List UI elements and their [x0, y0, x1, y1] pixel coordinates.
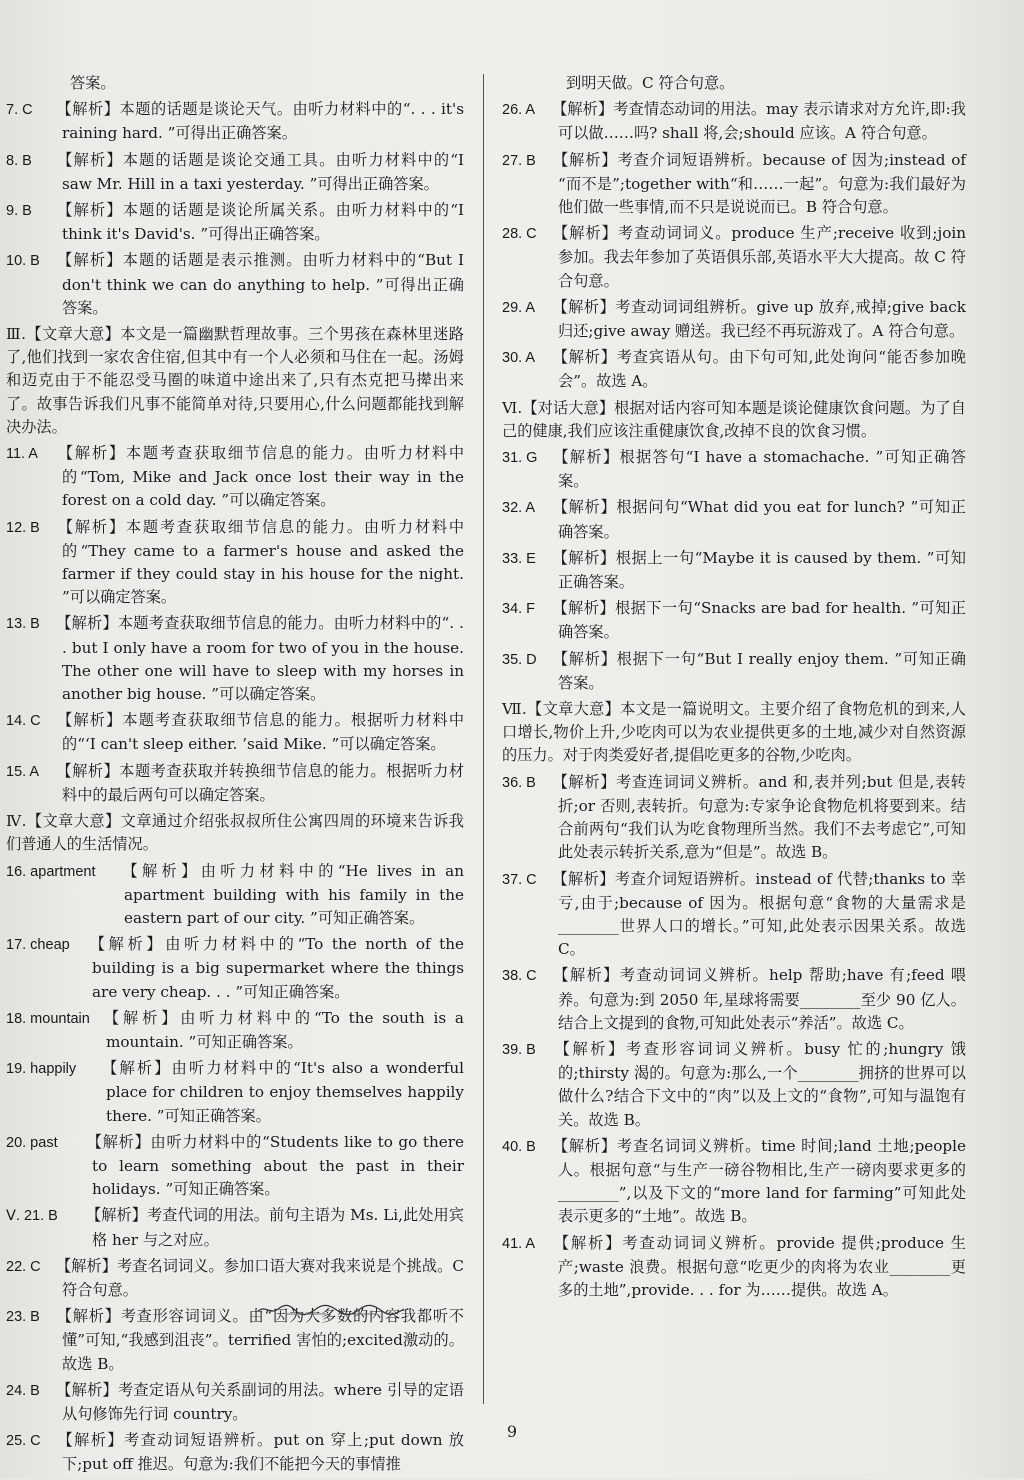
column-divider [483, 74, 484, 1404]
answer-number: Ⅴ. 21. B [6, 1208, 58, 1225]
answer-text: Ⅵ.【对话大意】根据对话内容可知本题是谈论健康饮食问题。为了自己的健康,我们应该注重健康饮食,改掉不良的饮食习惯。 [502, 398, 966, 440]
answer-number: 41. A [502, 1235, 536, 1252]
answer-number: 15. A [6, 763, 40, 780]
answer-item [6, 249, 464, 320]
answer-item [502, 868, 966, 962]
answer-text: 【解析】考查连词词义辨析。and 和,表并列;but 但是,表转折;or 否则,表转折。句意为:专家争论食物危机将要到来。结合前两句“我们认为吃食物理所当然。我们不去考虑它”,可知此处表示转折关系,意为“但是”。故选 B。 [552, 772, 966, 862]
answer-number: 9. B [6, 203, 32, 220]
answer-number: 19. happily [6, 1061, 77, 1078]
answer-number: 34. F [502, 601, 536, 618]
answer-text: Ⅲ.【文章大意】本文是一篇幽默哲理故事。三个男孩在森林里迷路了,他们找到一家农舍住宿,但其中有一个人必须和马住在一起。汤姆和迈克由于不能忍受马圈的味道中途出来了,只有杰克把马撵出来了。故事告诉我们凡事不能简单对待,只要用心,什么问题都能找到解决办法。 [6, 325, 464, 436]
answer-number: 22. C [6, 1258, 41, 1275]
answer-number: 20. past [6, 1134, 58, 1151]
answer-item [502, 1135, 966, 1229]
answer-item [6, 933, 464, 1004]
answer-text: 【解析】考查形容词词义辨析。busy 忙的;hungry 饿的;thirsty 渴的。句意为:那么,一个________拥挤的世界可以做什么?结合下文中的“肉”以及上文的“食物”,可知与温饱有关。故选 B。 [552, 1039, 966, 1129]
answer-text: 【解析】由听力材料中的“It's also a wonderful place for children to enjoy themselves happily there. ”可知正确答案。 [100, 1059, 464, 1125]
answer-text: 【解析】考查动词短语辨析。put on 穿上;put down 放下;put off 推迟。句意为:我们不能把今天的事情推 [56, 1431, 464, 1474]
answer-item [502, 597, 966, 644]
right-column [502, 72, 966, 1305]
answer-text: 【解析】根据答句“I have a stomachache. ”可知正确答案。 [552, 448, 966, 491]
answer-text: 【解析】本题考查获取并转换细节信息的能力。根据听力材料中的最后两句可以确定答案。 [56, 761, 464, 804]
answer-item [6, 1057, 464, 1128]
answer-number: 33. E [502, 550, 536, 567]
answer-text: 到明天做。C 符合句意。 [566, 74, 735, 92]
section-summary [6, 810, 464, 856]
answer-item [6, 1007, 464, 1054]
answer-text: 【解析】由听力材料中的“Students like to go there to learn something about the past in their holidays. ”可知正确答案。 [86, 1132, 464, 1199]
answer-number: 32. A [502, 500, 536, 517]
answer-number: 38. C [502, 968, 537, 985]
answer-number: 14. C [6, 713, 41, 730]
answer-number: 24. B [6, 1382, 40, 1399]
answer-number: 8. B [6, 152, 32, 169]
answer-number: 25. C [6, 1433, 41, 1450]
answer-item [6, 72, 464, 95]
answer-item [502, 446, 966, 493]
answer-item [6, 860, 464, 931]
answer-item [502, 346, 966, 393]
answer-text: 【解析】考查情态动词的用法。may 表示请求对方允许,即:我可以做……吗? shall 将,会;should 应该。A 符合句意。 [552, 100, 966, 143]
answer-item [502, 149, 966, 220]
answer-number: 10. B [6, 253, 40, 270]
answer-item [6, 1379, 464, 1426]
answer-text: 【解析】由听力材料中的“He lives in an apartment building with his family in the eastern part of our city. ”可知正确答案。 [118, 861, 464, 927]
answer-text: 答案。 [70, 74, 116, 92]
answer-text: 【解析】考查宾语从句。由下句可知,此处询问“能否参加晚会”。故选 A。 [552, 348, 966, 391]
section-summary [502, 397, 966, 443]
answer-number: 27. B [502, 152, 536, 169]
answer-item [502, 296, 966, 343]
answer-number: 12. B [6, 519, 40, 536]
answer-number: 13. B [6, 616, 40, 633]
answer-text: 【解析】根据上一句“Maybe it is caused by them. ”可知正确答案。 [552, 548, 966, 592]
answer-item [502, 648, 966, 695]
answer-item [502, 547, 966, 594]
answer-item [6, 98, 464, 145]
answer-number: 16. apartment [6, 863, 96, 880]
answer-text: 【解析】考查动词词义辨析。provide 提供;produce 生产;waste 浪费。根据句意“吃更少的肉将为农业________更多的土地”,provide. . . for 为……提供。故选 A。 [552, 1233, 966, 1299]
answer-item [502, 222, 966, 293]
section-summary [502, 698, 966, 768]
left-column [6, 72, 464, 1480]
answer-item [502, 72, 966, 95]
answer-number: 7. C [6, 102, 33, 119]
answer-number: 26. A [502, 102, 536, 119]
answer-text: 【解析】考查介词短语辨析。because of 因为;instead of “而不是”;together with“和……一起”。句意为:我们最好为他们做一些事情,而不只是说说而已。B 符合句意。 [552, 150, 966, 217]
answer-item [6, 199, 464, 246]
answer-number: 29. A [502, 299, 536, 316]
answer-text: Ⅶ.【文章大意】本文是一篇说明文。主要介绍了食物危机的到来,人口增长,物价上升,少吃肉可以为农业提供更多的土地,减少对自然资源的压力。对于肉类爱好者,提倡吃更多的谷物,少吃肉。 [502, 700, 966, 765]
answer-number: 31. G [502, 450, 538, 467]
handwritten-scribble [256, 1303, 406, 1317]
answer-text: 【解析】考查动词词义辨析。help 帮助;have 有;feed 喂养。句意为:到 2050 年,星球将需要________至少 90 亿人。结合上文提到的食物,可知此处表示“养活”。故选 C。 [552, 966, 966, 1032]
answer-text: 【解析】考查动词词组辨析。give up 放弃,戒掉;give back 归还;give away 赠送。我已经不再玩游戏了。A 符合句意。 [552, 297, 966, 341]
answer-text: 【解析】本题的话题是表示推测。由听力材料中的“But I don't think we can do anything to help. ”可得出正确答案。 [56, 251, 464, 317]
answer-text: 【解析】本题的话题是谈论交通工具。由听力材料中的“I saw Mr. Hill in a taxi yesterday. ”可得出正确答案。 [56, 150, 464, 193]
answer-item [6, 149, 464, 196]
answer-text: 【解析】考查定语从句关系副词的用法。where 引导的定语从句修饰先行词 country。 [56, 1380, 464, 1423]
answer-item [6, 1204, 464, 1251]
answer-item [6, 442, 464, 513]
answer-text: 【解析】本题考查获取细节信息的能力。由听力材料中的“Tom, Mike and Jack once lost their way in the forest on a cold day. ”可以确定答案。 [56, 444, 464, 510]
answer-text: 【解析】根据下一句“Snacks are bad for health. ”可知正确答案。 [552, 599, 966, 642]
answer-text: 【解析】由听力材料中的“To the north of the building is a big supermarket where the things are very cheap. . . ”可知正确答案。 [86, 935, 464, 1001]
answer-item [6, 612, 464, 706]
answer-text: 【解析】根据问句“What did you eat for lunch? ”可知正确答案。 [552, 498, 966, 541]
answer-number: 39. B [502, 1041, 536, 1058]
answer-text: 【解析】本题考查获取细节信息的能力。由听力材料中的“. . . but I only have a room for two of you in the house. The other one will have to sleep with my horses in another big house. ”可以确定答案。 [56, 614, 464, 704]
answer-item [6, 709, 464, 756]
answer-number: 17. cheap [6, 937, 70, 954]
answer-number: 40. B [502, 1138, 536, 1155]
answer-text: 【解析】考查名词词义辨析。time 时间;land 土地;people 人。根据句意“与生产一磅谷物相比,生产一磅肉要求更多的________”,以及下文的“more land for farming”可知此处表示更多的“土地”。故选 B。 [552, 1136, 966, 1226]
answer-text: Ⅳ.【文章大意】文章通过介绍张叔叔所住公寓四周的环境来告诉我们普通人的生活情况。 [6, 812, 464, 854]
answer-text: 【解析】考查名词词义。参加口语大赛对我来说是个挑战。C 符合句意。 [56, 1256, 464, 1299]
answer-text: 【解析】本题的话题是谈论所属关系。由听力材料中的“I think it's David's. ”可得出正确答案。 [56, 201, 464, 244]
answer-number: 28. C [502, 226, 537, 243]
answer-item [6, 760, 464, 807]
answer-number: 30. A [502, 350, 536, 367]
answer-text: 【解析】考查代词的用法。前句主语为 Ms. Li,此处用宾格 her 与之对应。 [86, 1206, 464, 1249]
answer-text: 【解析】本题的话题是谈论天气。由听力材料中的“. . . it's raining hard. ”可得出正确答案。 [56, 100, 464, 143]
answer-number: 11. A [6, 446, 38, 463]
answer-text: 【解析】考查介词短语辨析。instead of 代替;thanks to 幸亏,由于;because of 因为。根据句意“食物的大量需求是________世界人口的增长。”可知,此处表示因果关系。故选 C。 [552, 869, 966, 959]
answer-number: 23. B [6, 1309, 40, 1326]
answer-item [6, 1131, 464, 1202]
answer-item [502, 771, 966, 865]
answer-text: 【解析】本题考查获取细节信息的能力。根据听力材料中的“‘I can't sleep either. ’said Mike. ”可以确定答案。 [56, 711, 464, 754]
answer-text: 【解析】本题考查获取细节信息的能力。由听力材料中的“They came to a farmer's house and asked the farmer if they could stay in his house for the night. ”可以确定答案。 [56, 517, 464, 607]
page-number: 9 [506, 1422, 518, 1441]
answer-number: 36. B [502, 774, 536, 791]
answer-text: 【解析】考查形容词词义。由“因为大多数的内容我都听不懂”可知,“我感到沮丧”。terrified 害怕的;excited激动的。故选 B。 [56, 1307, 464, 1373]
answer-item [6, 1255, 464, 1302]
answer-text: 【解析】根据下一句“But I really enjoy them. ”可知正确答案。 [552, 649, 966, 692]
answer-item [502, 1038, 966, 1132]
answer-item [502, 964, 966, 1035]
answer-item [6, 516, 464, 610]
answer-item [502, 98, 966, 145]
answer-number: 35. D [502, 651, 537, 668]
answer-item [502, 496, 966, 543]
answer-text: 【解析】考查动词词义。produce 生产;receive 收到;join 参加。我去年参加了英语俱乐部,英语水平大大提高。故 C 符合句意。 [552, 224, 966, 290]
answer-number: 18. mountain [6, 1010, 90, 1027]
answer-number: 37. C [502, 871, 537, 888]
section-summary [6, 323, 464, 439]
answer-item [502, 1232, 966, 1303]
answer-text: 【解析】由听力材料中的“To the south is a mountain. ”可知正确答案。 [100, 1008, 464, 1051]
